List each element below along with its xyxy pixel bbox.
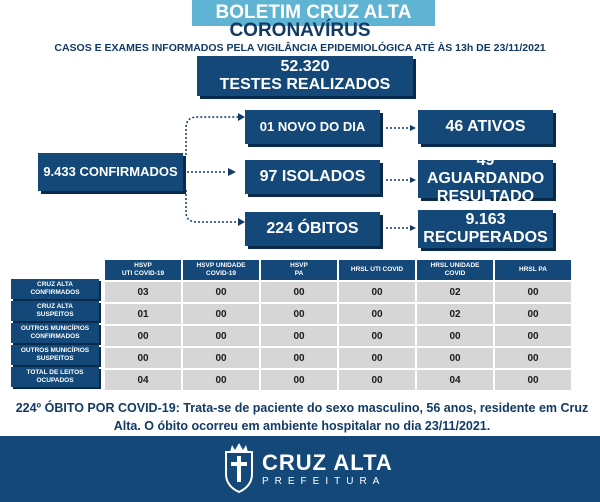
table-cell: 00 [495, 304, 571, 324]
death-note: 224º ÓBITO POR COVID-19: Trata-se de paciente do sexo masculino, 56 anos, residente em Cruz Alta. O óbito ocorreu em ambiente hospitalar no dia 23/11/2021. [15, 401, 589, 433]
active-box [418, 110, 553, 144]
table-cell: 00 [261, 370, 337, 390]
beds-table [103, 258, 573, 392]
table-cell: 00 [261, 326, 337, 346]
arrow-confirmed-deaths [186, 190, 238, 222]
table-row [105, 282, 571, 302]
awaiting-box [418, 152, 553, 205]
table-cell: 00 [339, 326, 415, 346]
table-row [105, 326, 571, 346]
table-cell: 00 [183, 370, 259, 390]
table-cell: 00 [261, 304, 337, 324]
table-cell: 00 [495, 348, 571, 368]
table-cell: 02 [417, 282, 493, 302]
new-today-label: 01 NOVO DO DIA [259, 119, 366, 134]
row-label: OUTROS MUNICÍPIOS SUSPEITOS [11, 345, 99, 365]
column-header: HSVP UNIDADE COVID-19 [183, 260, 259, 280]
awaiting-line2: RESULTADO [436, 188, 535, 205]
table-cell: 00 [495, 282, 571, 302]
table-row [105, 370, 571, 390]
row-label: TOTAL DE LEITOS OCUPADOS [11, 367, 99, 387]
table-cell: 00 [339, 304, 415, 324]
row-label: CRUZ ALTA CONFIRMADOS [11, 279, 99, 299]
table-cell: 00 [339, 282, 415, 302]
table-cell: 02 [417, 304, 493, 324]
column-header: HRSL PA [495, 260, 571, 280]
column-header: HSVP PA [261, 260, 337, 280]
table-cell: 04 [105, 370, 181, 390]
row-label: CRUZ ALTA SUSPEITOS [11, 301, 99, 321]
crest-icon [222, 442, 256, 494]
tests-label: TESTES REALIZADOS [219, 76, 391, 93]
table-cell: 00 [183, 326, 259, 346]
table-cell: 00 [339, 348, 415, 368]
recovered-box [418, 210, 553, 248]
table-cell: 00 [417, 348, 493, 368]
new-today-box [245, 110, 380, 144]
bulletin-title: BOLETIM CRUZ ALTA [192, 0, 435, 26]
table-cell: 04 [417, 370, 493, 390]
active-label: 46 ATIVOS [445, 118, 526, 135]
table-cell: 00 [495, 326, 571, 346]
table-cell: 00 [417, 326, 493, 346]
recovered-label: RECUPERADOS [423, 229, 548, 246]
footer-brand: CRUZ ALTA [262, 450, 393, 475]
confirmed-label: 9.433 CONFIRMADOS [43, 164, 178, 179]
info-line: CASOS E EXAMES INFORMADOS PELA VIGILÂNCIA EPIDEMIOLÓGICA ATÉ ÀS 13h DE 23/11/2021 [54, 42, 546, 54]
row-label: OUTROS MUNICÍPIOS CONFIRMADOS [11, 323, 99, 343]
arrow-confirmed-new [186, 117, 238, 155]
table-cell: 00 [183, 304, 259, 324]
table-cell: 00 [183, 348, 259, 368]
table-cell: 00 [183, 282, 259, 302]
deaths-box [245, 212, 380, 246]
table-row [105, 348, 571, 368]
table-cell: 00 [105, 326, 181, 346]
tests-value: 52.320 [280, 58, 330, 75]
recovered-value: 9.163 [465, 211, 506, 228]
column-header: HSVP UTI COVID-19 [105, 260, 181, 280]
table-cell: 00 [261, 282, 337, 302]
page-subtitle: CORONAVÍRUS [229, 20, 371, 41]
isolated-box [245, 160, 380, 194]
table-cell: 00 [105, 348, 181, 368]
table-cell: 00 [495, 370, 571, 390]
table-cell: 01 [105, 304, 181, 324]
table-cell: 00 [339, 370, 415, 390]
column-header: HRSL UNIDADE COVID [417, 260, 493, 280]
table-header-row [105, 260, 571, 280]
confirmed-box [38, 153, 183, 191]
deaths-label: 224 ÓBITOS [266, 220, 359, 237]
column-header: HRSL UTI COVID [339, 260, 415, 280]
footer-sub: PREFEITURA [262, 476, 386, 487]
table-row [105, 304, 571, 324]
table-cell: 03 [105, 282, 181, 302]
footer [0, 436, 600, 502]
isolated-label: 97 ISOLADOS [259, 168, 366, 185]
table-cell: 00 [261, 348, 337, 368]
row-labels [11, 279, 99, 389]
awaiting-line1: 49 AGUARDANDO [426, 152, 545, 187]
